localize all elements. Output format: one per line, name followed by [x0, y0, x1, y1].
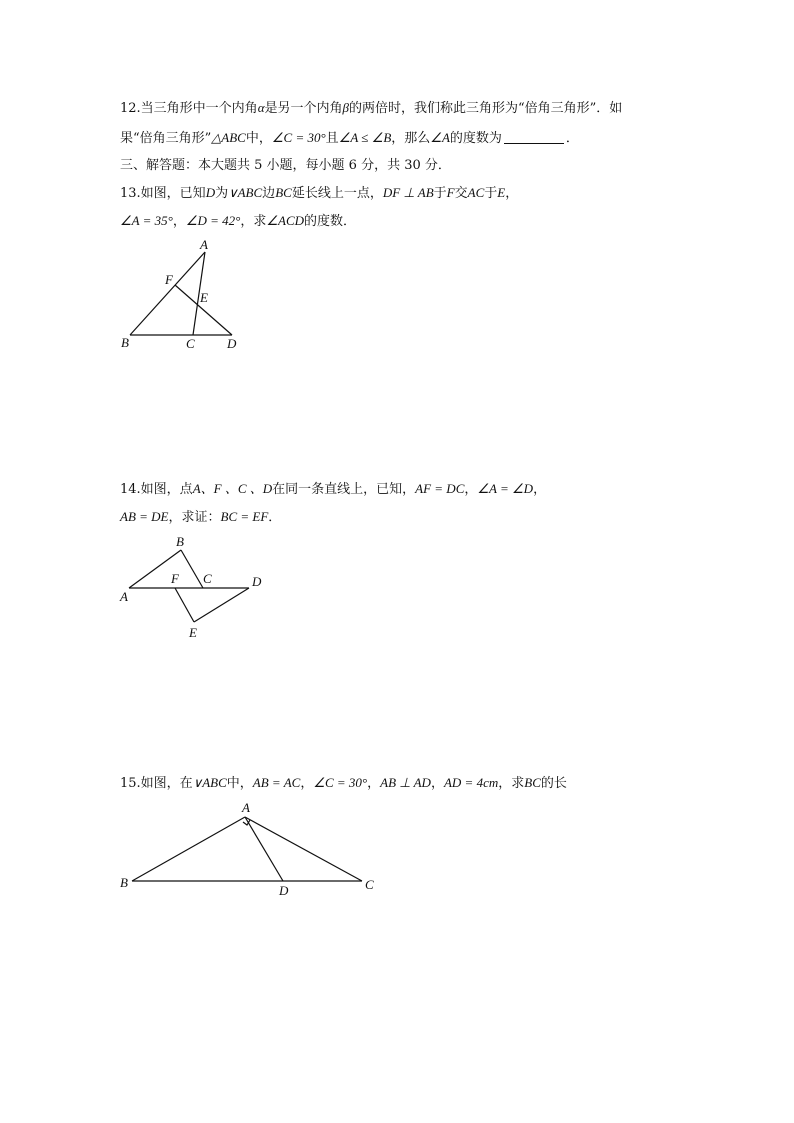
q13-line2: ∠A = 35°，∠D = 42°，求∠ACD的度数．: [120, 213, 357, 229]
segment-ad: [245, 817, 283, 881]
q12-line1: 12.当三角形中一个内角α是另一个内角β的两倍时，我们称此三角形为“倍角三角形”．如: [120, 100, 623, 116]
label-f: F: [165, 272, 173, 287]
label-e: E: [189, 625, 197, 640]
label-a: A: [120, 589, 128, 604]
label-e: E: [200, 290, 208, 305]
label-c: C: [365, 877, 374, 892]
q14-line1: 14.如图，点A、F 、C 、D在同一条直线上，已知，AF = DC，∠A = ∠D，: [120, 481, 547, 497]
label-d: D: [279, 883, 289, 898]
segment-ba: [132, 817, 245, 881]
label-c: C: [203, 571, 212, 586]
q14-line2: AB = DE，求证：BC = EF．: [120, 509, 282, 525]
q13-line1: 13.如图，已知D为∨ABC边BC延长线上一点，DF ⊥ AB于F交AC于E，: [120, 185, 519, 201]
label-a: A: [242, 800, 250, 815]
label-c: C: [186, 336, 195, 351]
label-b: B: [120, 875, 128, 890]
label-f: F: [171, 571, 179, 586]
label-d: D: [227, 336, 237, 351]
label-b: B: [176, 534, 184, 549]
label-b: B: [121, 335, 129, 350]
segment-ac: [245, 817, 362, 881]
label-d: D: [252, 574, 262, 589]
q15-line1: 15.如图，在∨ABC中，AB = AC，∠C = 30°，AB ⊥ AD，AD = 4cm，求BC的长: [120, 775, 567, 791]
q12-line2: 果“倍角三角形”△ABC中，∠C = 30°且∠A ≤ ∠B，那么∠A的度数为 ．: [120, 130, 579, 146]
label-a: A: [200, 237, 208, 252]
section-heading: 三、解答题：本大题共 5 小题，每小题 6 分，共 30 分．: [120, 158, 451, 173]
